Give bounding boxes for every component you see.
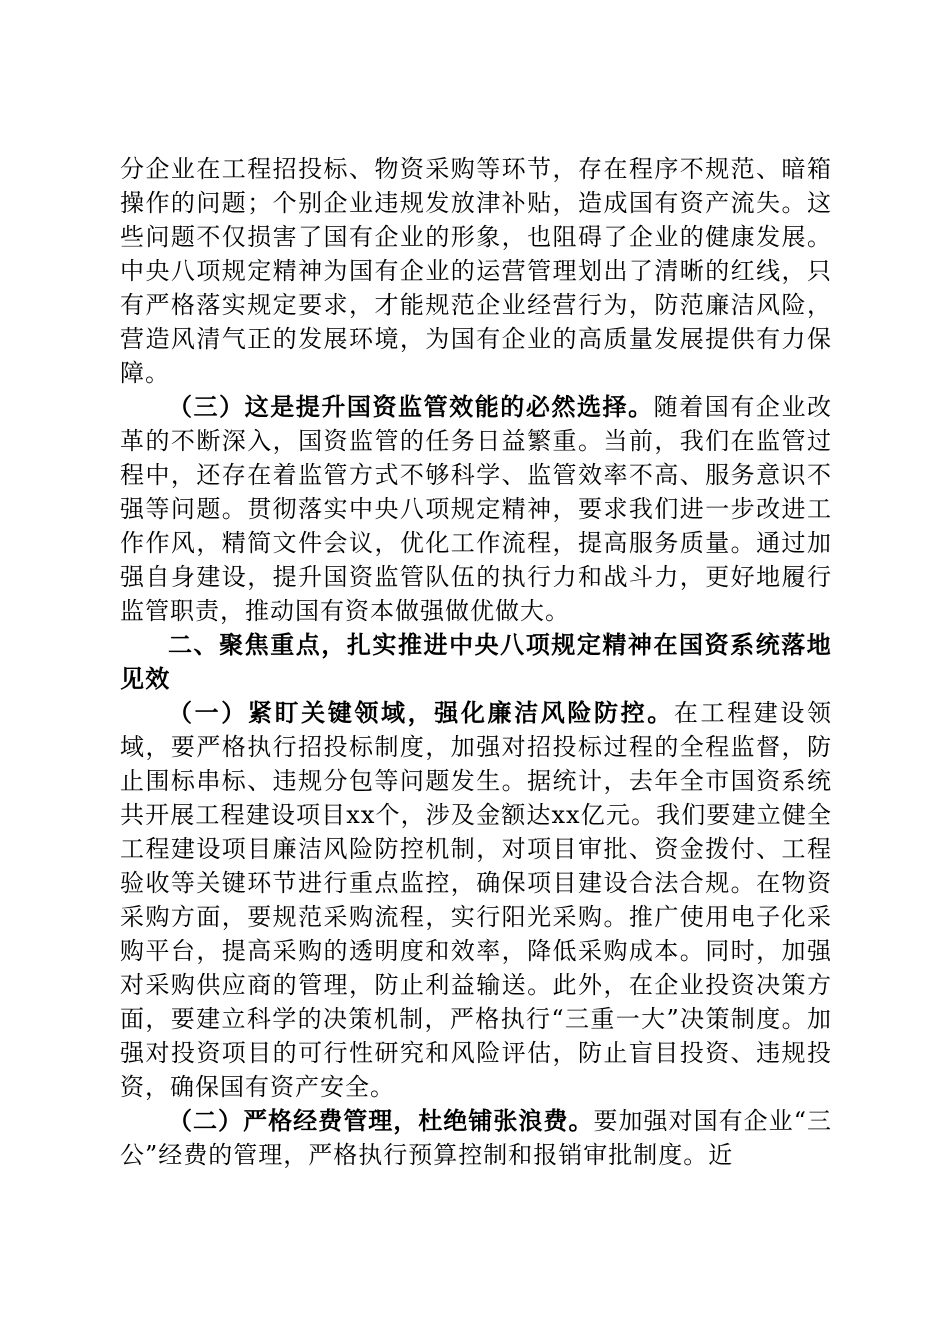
paragraph-point-three bbox=[120, 390, 832, 628]
paragraph-lead: （三）这是提升国资监管效能的必然选择。 bbox=[168, 393, 654, 421]
paragraph-text: 分企业在工程招投标、物资采购等环节，存在程序不规范、暗箱操作的问题；个别企业违规发放津补贴，造成国有资产流失。这些问题不仅损害了国有企业的形象，也阻碍了企业的健康发展。中央八项规定精神为国有企业的运营管理划出了清晰的红线，只有严格落实规定要求，才能规范企业经营行为，防范廉洁风险，营造风清气正的发展环境，为国有企业的高质量发展提供有力保障。 bbox=[120, 155, 832, 387]
paragraph-point-one bbox=[120, 696, 832, 1104]
paragraph-continuation bbox=[120, 152, 832, 390]
paragraph-lead: （二）严格经费管理，杜绝铺张浪费。 bbox=[168, 1107, 594, 1135]
paragraph-point-two bbox=[120, 1104, 832, 1172]
section-heading: 二、聚焦重点，扎实推进中央八项规定精神在国资系统落地见效 bbox=[120, 631, 832, 693]
paragraph-text: 随着国有企业改革的不断深入，国资监管的任务日益繁重。当前，我们在监管过程中，还存在着监管方式不够科学、监管效率不高、服务意识不强等问题。贯彻落实中央八项规定精神，要求我们进一步改进工作作风，精简文件会议，优化工作流程，提高服务质量。通过加强自身建设，提升国资监管队伍的执行力和战斗力，更好地履行监管职责，推动国有资本做强做优做大。 bbox=[120, 393, 833, 625]
paragraph-lead: （一）紧盯关键领域，强化廉洁风险防控。 bbox=[168, 699, 674, 727]
paragraph-text: 要加强对国有企业“三公”经费的管理，严格执行预算控制和报销审批制度。近 bbox=[120, 1107, 832, 1169]
paragraph-text: 在工程建设领域，要严格执行招投标制度，加强对招投标过程的全程监督，防止围标串标、违规分包等问题发生。据统计，去年全市国资系统共开展工程建设项目xx个，涉及金额达xx亿元。我们要建立健全工程建设项目廉洁风险防控机制，对项目审批、资金拨付、工程验收等关键环节进行重点监控，确保项目建设合法合规。在物资采购方面，要规范采购流程，实行阳光采购。推广使用电子化采购平台，提高采购的透明度和效率，降低采购成本。同时，加强对采购供应商的管理，防止利益输送。此外，在企业投资决策方面，要建立科学的决策机制，严格执行“三重一大”决策制度。加强对投资项目的可行性研究和风险评估，防止盲目投资、违规投资，确保国有资产安全。 bbox=[120, 699, 832, 1101]
document-body bbox=[120, 152, 832, 1172]
